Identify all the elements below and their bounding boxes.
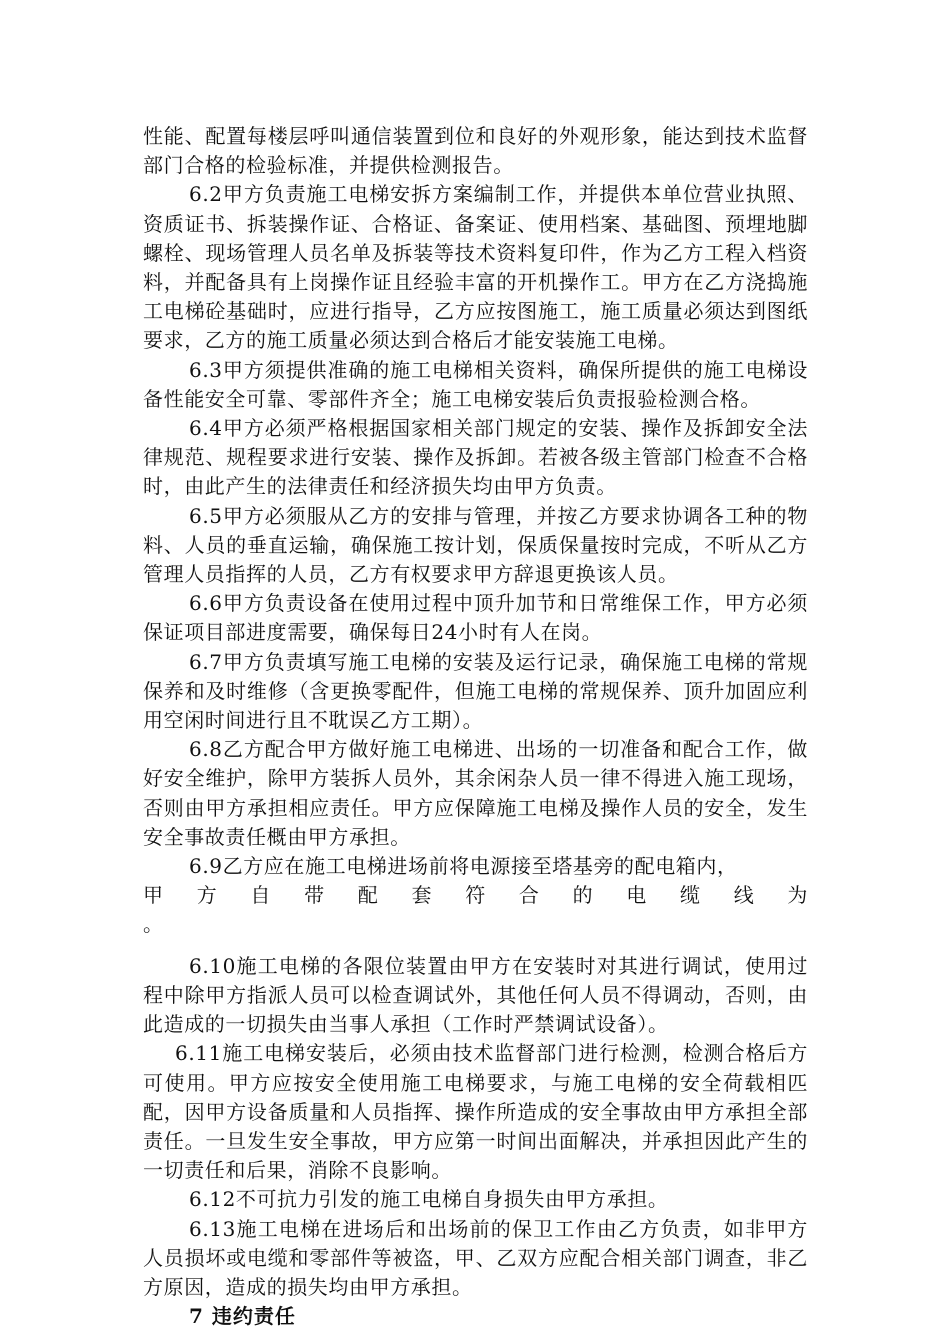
- clause-6-12: 6.12不可抗力引发的施工电梯自身损失由甲方承担。: [189, 1187, 669, 1212]
- clause-6-9-line2: 甲方自带配套符合的电缆线为: [143, 883, 808, 908]
- clause-6-2: 6.2甲方负责施工电梯安拆方案编制工作，并提供本单位营业执照、资质证书、拆装操作证、合格证、备案证、使用档案、基础图、预埋地脚螺栓、现场管理人员名单及拆装等技术资料复印件，作为乙方工程入档资料，并配备具有上岗操作证且经验丰富的开机操作工。甲方在乙方浇捣施工电梯砼基础时，应进行指导，乙方应按图施工，施工质量必须达到图纸要求，乙方的施工质量必须达到合格后才能安装施工电梯。: [143, 182, 808, 353]
- clause-6-10: 6.10施工电梯的各限位装置由甲方在安装时对其进行调试，使用过程中除甲方指派人员可以检查调试外，其他任何人员不得调动，否则，由此造成的一切损失由当事人承担（工作时严禁调试设备）。: [143, 953, 808, 1037]
- clause-6-13: 6.13施工电梯在进场后和出场前的保卫工作由乙方负责，如非甲方人员损坏或电缆和零部件等被盗，甲、乙双方应配合相关部门调查，非乙方原因，造成的损失均由甲方承担。: [143, 1216, 808, 1299]
- clause-6-5: 6.5甲方必须服从乙方的安排与管理，并按乙方要求协调各工种的物料、人员的垂直运输，确保施工按计划，保质保量按时完成，不听从乙方管理人员指挥的人员，乙方有权要求甲方辞退更换该人员。: [143, 503, 808, 587]
- clause-6-3: 6.3甲方须提供准确的施工电梯相关资料，确保所提供的施工电梯设备性能安全可靠、零部件齐全；施工电梯安装后负责报验检测合格。: [143, 357, 808, 411]
- section-heading-7: 7 违约责任: [189, 1304, 296, 1329]
- clause-6-9-line3: 。: [143, 912, 164, 937]
- clause-6-9-line1: 6.9乙方应在施工电梯进场前将电源接至塔基旁的配电箱内，: [189, 854, 738, 879]
- paragraph-continuation: 性能、配置每楼层呼叫通信装置到位和良好的外观形象，能达到技术监督部门合格的检验标准，并提供检测报告。: [143, 124, 808, 178]
- clause-6-4: 6.4甲方必须严格根据国家相关部门规定的安装、操作及拆卸安全法律规范、规程要求进行安装、操作及拆卸。若被各级主管部门检查不合格时，由此产生的法律责任和经济损失均由甲方负责。: [143, 416, 808, 499]
- clause-6-6: 6.6甲方负责设备在使用过程中顶升加节和日常维保工作，甲方必须保证项目部进度需要，确保每日24小时有人在岗。: [143, 591, 808, 645]
- paragraph-gap: [143, 940, 808, 952]
- clause-6-11: 6.11施工电梯安装后，必须由技术监督部门进行检测，检测合格后方可使用。甲方应按安全使用施工电梯要求，与施工电梯的安全荷载相匹配，因甲方设备质量和人员指挥、操作所造成的安全事故由甲方承担全部责任。一旦发生安全事故，甲方应第一时间出面解决，并承担因此产生的一切责任和后果，消除不良影响。: [143, 1041, 808, 1183]
- document-page: [143, 122, 808, 1331]
- clause-6-7: 6.7甲方负责填写施工电梯的安装及运行记录，确保施工电梯的常规保养和及时维修（含更换零配件，但施工电梯的常规保养、顶升加固应利用空闲时间进行且不耽误乙方工期）。: [143, 649, 808, 733]
- clause-6-8: 6.8乙方配合甲方做好施工电梯进、出场的一切准备和配合工作，做好安全维护，除甲方装拆人员外，其余闲杂人员一律不得进入施工现场，否则由甲方承担相应责任。甲方应保障施工电梯及操作人员的安全，发生安全事故责任概由甲方承担。: [143, 737, 808, 849]
